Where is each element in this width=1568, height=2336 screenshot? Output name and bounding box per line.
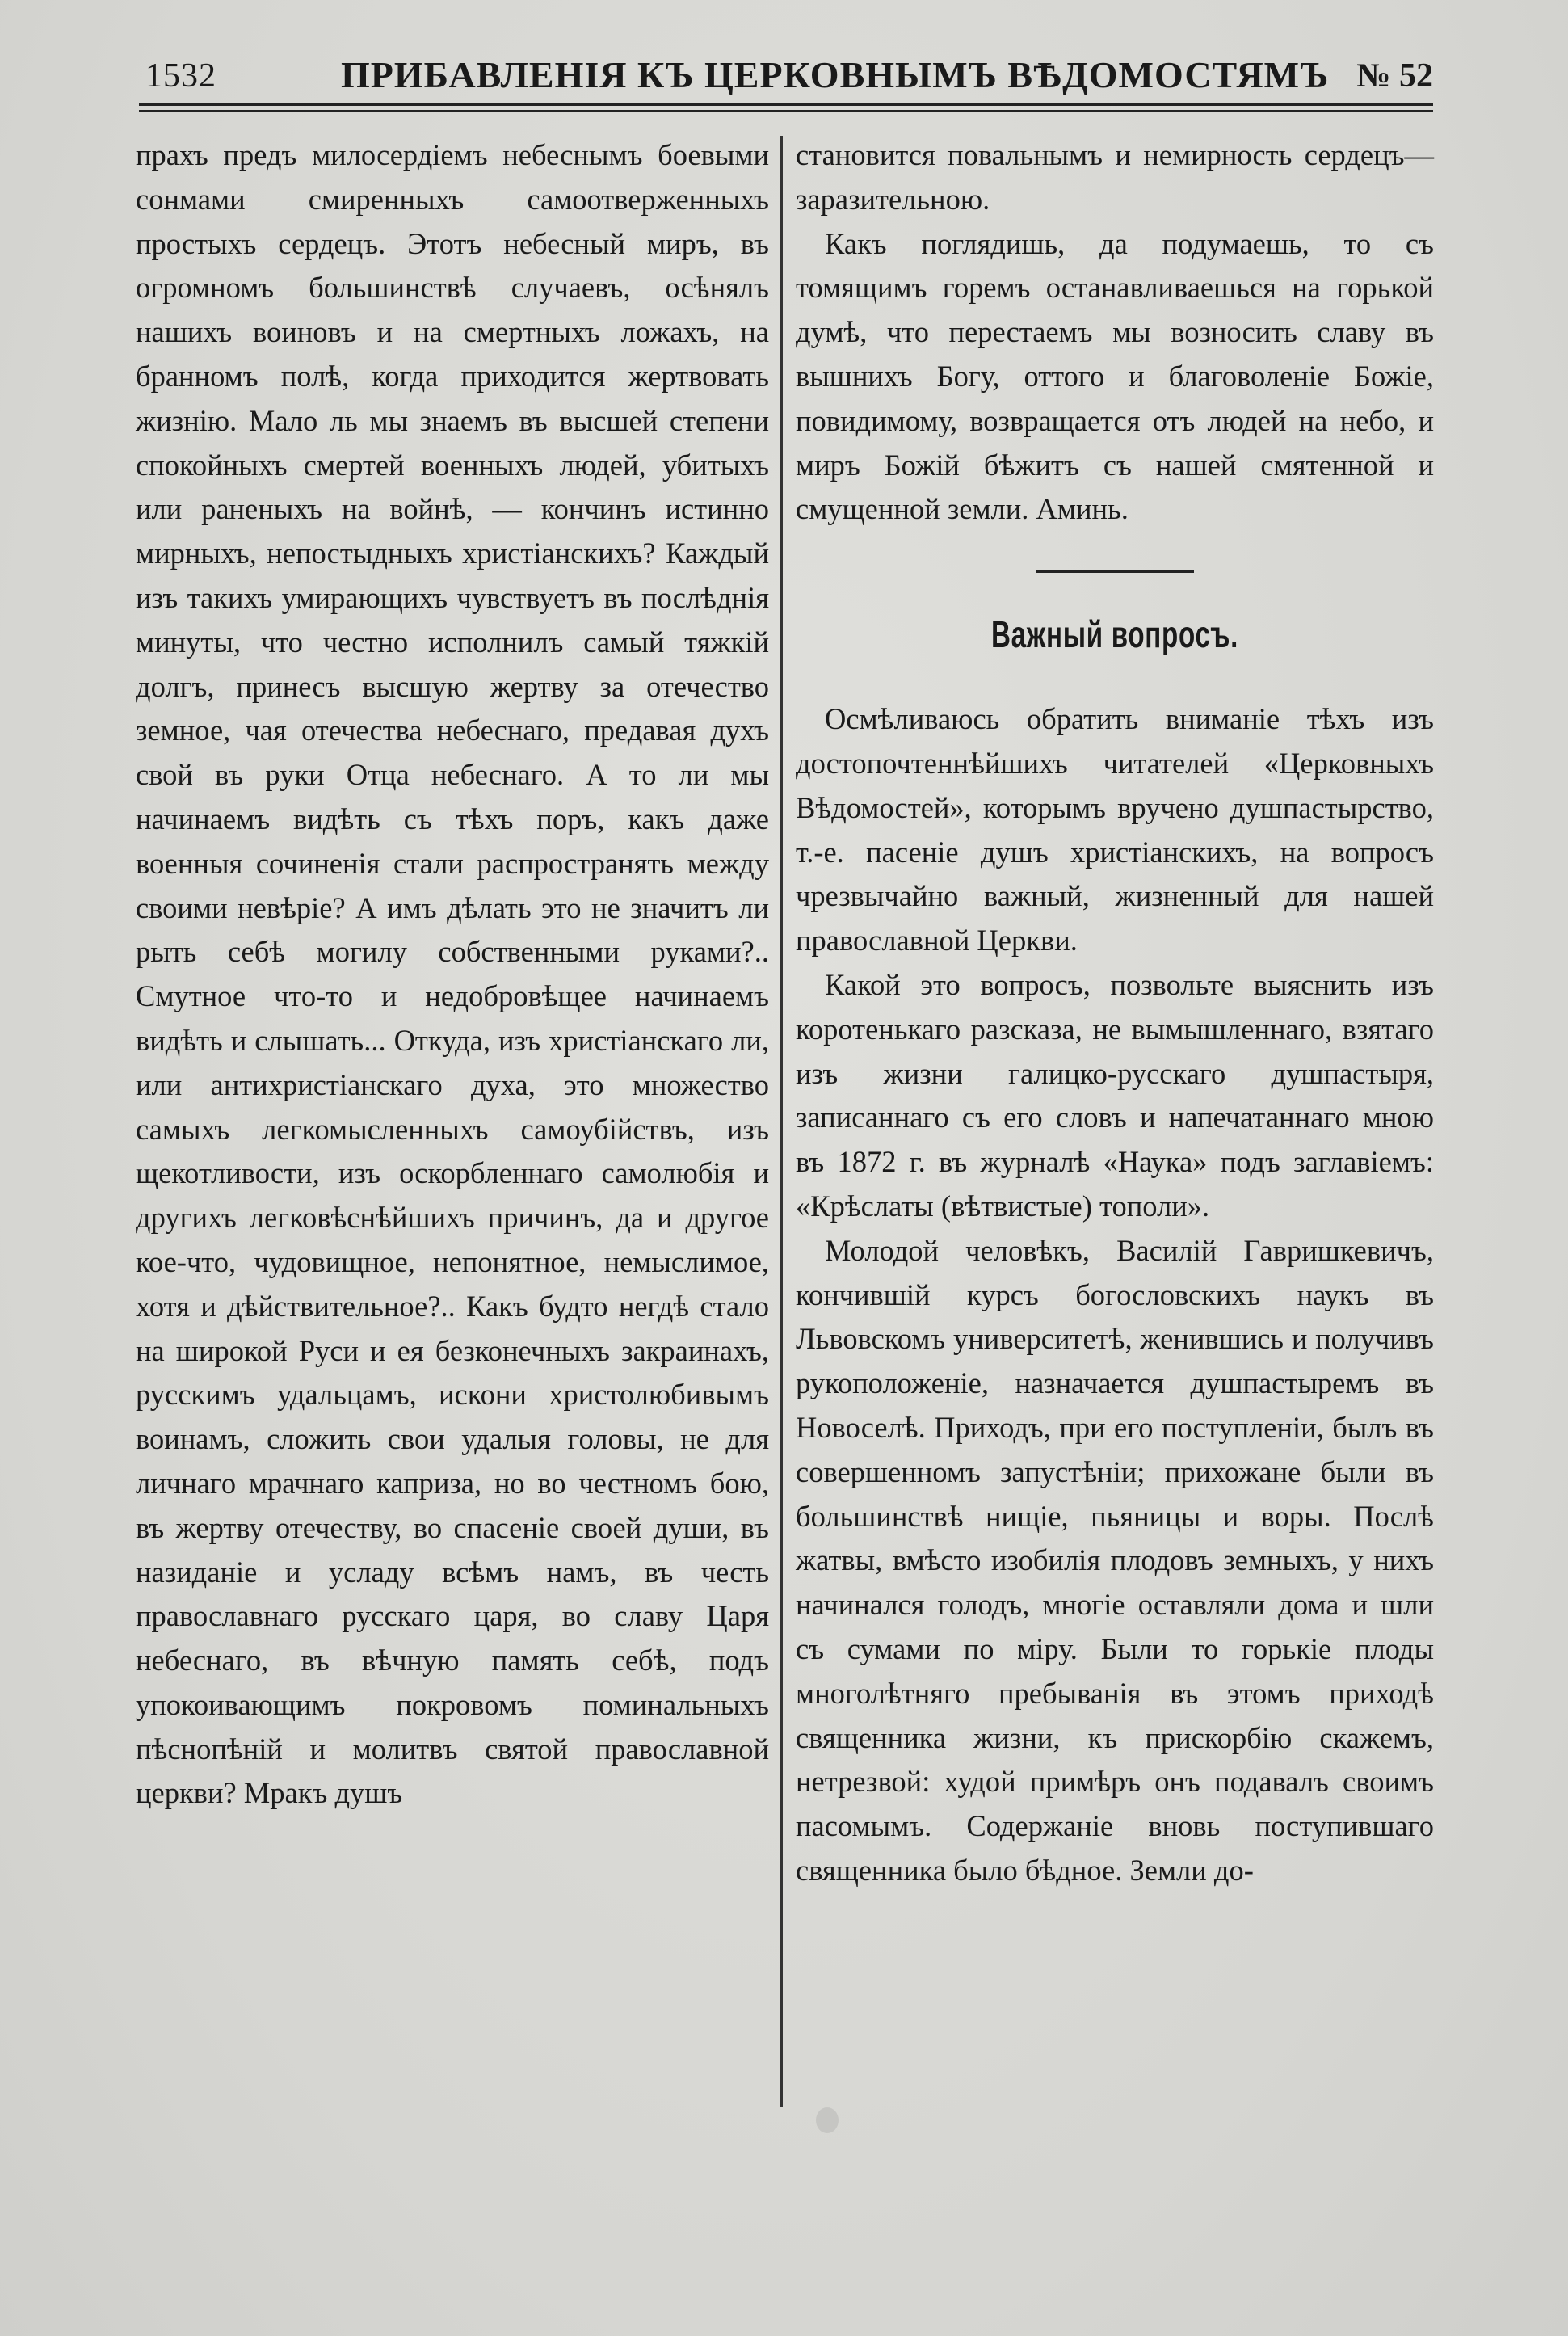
paper-smudge — [816, 2107, 839, 2133]
left-paragraph: прахъ предъ милосердіемъ небеснымъ боевыми сонмами смиренныхъ самоотверженныхъ простыхъ сердецъ. Этотъ небесный миръ, въ огромномъ большинствѣ случаевъ, осѣнялъ нашихъ воиновъ и на смертныхъ ложахъ, на бранномъ полѣ, когда приходится жертвовать жизнію. Мало ль мы знаемъ въ высшей степени спокойныхъ смертей военныхъ людей, убитыхъ или раненыхъ на войнѣ, — кончинъ истинно мирныхъ, непостыдныхъ христіанскихъ? Каждый изъ такихъ умирающихъ чувствуетъ въ послѣднія минуты, что честно исполнилъ самый тяжкій долгъ, принесъ высшую жертву за отечество земное, чая отечества небеснаго, предавая духъ свой въ руки Отца небеснаго. А то ли мы начинаемъ видѣть съ тѣхъ поръ, какъ даже военныя сочиненія стали распространять между своими невѣріе? А имъ дѣлать это не значитъ ли рыть себѣ могилу собственными руками?.. Смутное что-то и недобровѣщее начинаемъ видѣть и слышать... Откуда, изъ христіанскаго ли, или антихристіанскаго духа, это множество самыхъ легкомысленныхъ самоубійствъ, изъ щекотливости, изъ оскорбленнаго самолюбія и другихъ легковѣснѣйшихъ причинъ, да и другое кое-что, чудовищное, непонятное, немыслимое, хотя и дѣйствительное?.. Какъ будто негдѣ стало на широкой Руси и ея безконечныхъ закраинахъ, русскимъ удальцамъ, искони христолюбивымъ воинамъ, сложить свои удалыя головы, не для личнаго мрачнаго каприза, но во честномъ бою, въ жертву отечеству, во спасеніе своей души, въ назиданіе и усладу всѣмъ намъ, въ честь православнаго русскаго царя, во славу Царя небеснаго, въ вѣчную память себѣ, подъ упокоивающимъ покровомъ поминальныхъ пѣснопѣній и молитвъ святой православной церкви? Мракъ душъ — [136, 138, 769, 1810]
column-divider — [780, 136, 783, 2107]
article-paragraph: Осмѣливаюсь обратить вниманіе тѣхъ изъ достопочтеннѣйшихъ читателей «Церковныхъ Вѣдомостей», которымъ вручено душпастырство, т.-е. пасеніе душъ христіанскихъ, на вопросъ чрезвычайно важный, жизненный для нашей православной Церкви. — [796, 702, 1434, 958]
page-header — [139, 52, 1433, 103]
page-number: 1532 — [145, 57, 216, 95]
article-paragraph: Молодой человѣкъ, Василій Гавришкевичъ, кончившій курсъ богословскихъ наукъ въ Львовскомъ университетѣ, женившись и получивъ рукоположеніе, назначается душпастыремъ въ Новоселѣ. Приходъ, при его поступленіи, былъ въ совершенномъ запустѣніи; прихожане были въ большинствѣ нищіе, пьяницы и воры. Послѣ жатвы, вмѣсто изобилія плодовъ земныхъ, у нихъ начинался голодъ, многіе оставляли дома и шли съ сумами по міру. Были то горькіе плоды многолѣтняго пребыванія въ этомъ приходѣ священника жизни, къ прискорбію скажемъ, нетрезвой: худой примѣръ онъ подавалъ своимъ пасомымъ. Содержаніе вновь поступившаго священника было бѣдное. Земли до- — [796, 1233, 1434, 1887]
header-rule-bottom — [139, 110, 1433, 112]
right-column — [796, 133, 1434, 1893]
left-column — [136, 133, 769, 1816]
right-paragraph-continuation: становится повальнымъ и немирность сердецъ—заразительною. — [796, 138, 1434, 216]
right-paragraph-closing: Какъ поглядишь, да подумаешь, то съ томящимъ горемъ останавливаешься на горькой думѣ, что перестаемъ мы возносить славу въ вышнихъ Богу, оттого и благоволеніе Божіе, повидимому, возвращается отъ людей на небо, и миръ Божій бѣжитъ съ нашей смятенной и смущенной земли. Аминь. — [796, 226, 1434, 526]
section-separator-rule — [1036, 570, 1194, 573]
running-title: ПРИБАВЛЕНІЯ КЪ ЦЕРКОВНЫМЪ ВѢДОМОСТЯМЪ — [341, 54, 1330, 95]
issue-number: № 52 — [1356, 57, 1433, 95]
article-title: Важный вопросъ. — [991, 613, 1238, 656]
header-rule-top — [139, 103, 1433, 106]
article-paragraph: Какой это вопросъ, позвольте выяснить изъ коротенькаго разсказа, не вымышленнаго, взятаго изъ жизни галицко-русскаго душпастыря, записаннаго съ его словъ и напечатаннаго мною въ 1872 г. въ журналѣ «Наука» подъ заглавіемъ: «Крѣслаты (вѣтвистые) тополи». — [796, 967, 1434, 1223]
